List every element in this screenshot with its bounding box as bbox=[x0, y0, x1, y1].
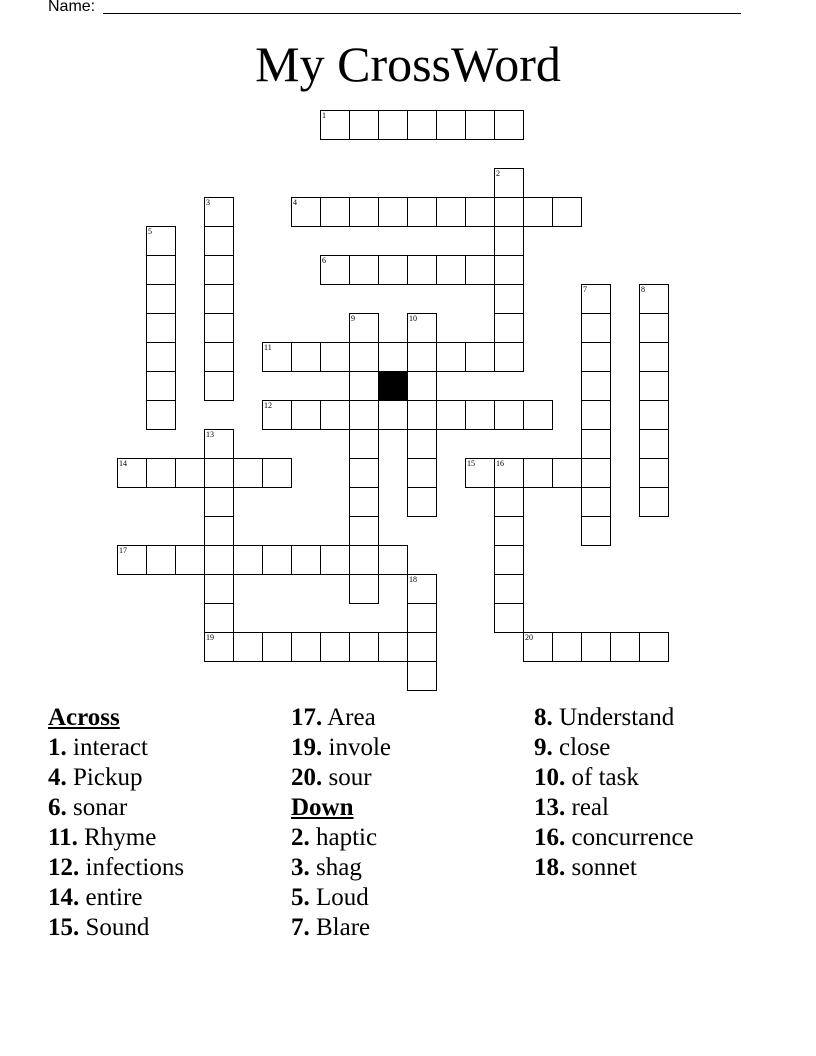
grid-cell[interactable] bbox=[146, 313, 176, 343]
grid-cell[interactable] bbox=[436, 400, 466, 430]
cell-number: 1 bbox=[322, 111, 326, 120]
grid-cell[interactable] bbox=[407, 574, 437, 604]
clue-across-14: 14. entire bbox=[48, 884, 143, 911]
grid-cell[interactable] bbox=[378, 342, 408, 372]
clue-across-11: 11. Rhyme bbox=[48, 824, 157, 851]
clue-across-20: 20. sour bbox=[291, 764, 372, 791]
clue-down-16: 16. concurrence bbox=[534, 824, 694, 851]
clue-across-4: 4. Pickup bbox=[48, 764, 143, 791]
clue-down-5: 5. Loud bbox=[291, 884, 369, 911]
grid-cell[interactable] bbox=[320, 632, 350, 662]
grid-cell[interactable] bbox=[494, 313, 524, 343]
grid-cell[interactable] bbox=[117, 458, 147, 488]
grid-cell[interactable] bbox=[378, 110, 408, 140]
grid-cell[interactable] bbox=[639, 313, 669, 343]
grid-cell[interactable] bbox=[291, 197, 321, 227]
grid-cell[interactable] bbox=[639, 429, 669, 459]
grid-cell[interactable] bbox=[407, 632, 437, 662]
grid-cell[interactable] bbox=[407, 487, 437, 517]
grid-cell[interactable] bbox=[204, 226, 234, 256]
grid-cell[interactable] bbox=[204, 603, 234, 633]
grid-cell[interactable] bbox=[552, 632, 582, 662]
grid-cell[interactable] bbox=[581, 516, 611, 546]
grid-cell[interactable] bbox=[581, 429, 611, 459]
clue-across-1: 1. interact bbox=[48, 734, 148, 761]
grid-cell[interactable] bbox=[262, 545, 292, 575]
grid-cell[interactable] bbox=[436, 342, 466, 372]
grid-cell[interactable] bbox=[639, 458, 669, 488]
grid-cell[interactable] bbox=[291, 632, 321, 662]
grid-cell[interactable] bbox=[581, 487, 611, 517]
grid-cell[interactable] bbox=[349, 197, 379, 227]
grid-cell[interactable] bbox=[639, 284, 669, 314]
grid-cell[interactable] bbox=[465, 255, 495, 285]
grid-cell[interactable] bbox=[494, 197, 524, 227]
clue-down-18: 18. sonnet bbox=[534, 854, 637, 881]
clue-across-17: 17. Area bbox=[291, 704, 376, 731]
grid-cell[interactable] bbox=[204, 487, 234, 517]
grid-cell[interactable] bbox=[407, 197, 437, 227]
grid-cell[interactable] bbox=[407, 255, 437, 285]
grid-cell[interactable] bbox=[378, 632, 408, 662]
grid-cell[interactable] bbox=[581, 284, 611, 314]
cell-number: 9 bbox=[351, 314, 355, 323]
grid-cell[interactable] bbox=[465, 342, 495, 372]
grid-cell[interactable] bbox=[494, 574, 524, 604]
grid-cell[interactable] bbox=[639, 400, 669, 430]
cell-number: 17 bbox=[119, 546, 127, 555]
grid-cell[interactable] bbox=[407, 400, 437, 430]
cell-number: 15 bbox=[467, 459, 475, 468]
grid-cell[interactable] bbox=[320, 400, 350, 430]
grid-cell[interactable] bbox=[349, 458, 379, 488]
grid-cell[interactable] bbox=[378, 545, 408, 575]
grid-cell[interactable] bbox=[639, 371, 669, 401]
clue-across-15: 15. Sound bbox=[48, 914, 150, 941]
cell-number: 16 bbox=[496, 459, 504, 468]
cell-number: 13 bbox=[206, 430, 214, 439]
grid-cell[interactable] bbox=[204, 255, 234, 285]
cell-number: 4 bbox=[293, 198, 297, 207]
grid-cell[interactable] bbox=[378, 255, 408, 285]
grid-cell[interactable] bbox=[581, 371, 611, 401]
grid-cell[interactable] bbox=[581, 458, 611, 488]
grid-cell[interactable] bbox=[494, 400, 524, 430]
clue-column-1 bbox=[48, 703, 184, 943]
grid-cell[interactable] bbox=[204, 342, 234, 372]
grid-cell[interactable] bbox=[349, 342, 379, 372]
grid-cell[interactable] bbox=[146, 458, 176, 488]
clue-down-3: 3. shag bbox=[291, 854, 362, 881]
clue-down-13: 13. real bbox=[534, 794, 609, 821]
clue-column-2 bbox=[291, 703, 391, 943]
grid-cell[interactable] bbox=[204, 371, 234, 401]
cell-number: 2 bbox=[496, 169, 500, 178]
grid-cell[interactable] bbox=[175, 458, 205, 488]
grid-cell[interactable] bbox=[146, 226, 176, 256]
grid-cell[interactable] bbox=[523, 458, 553, 488]
clue-down-2: 2. haptic bbox=[291, 824, 378, 851]
grid-cell[interactable] bbox=[262, 342, 292, 372]
clue-down-10: 10. of task bbox=[534, 764, 639, 791]
grid-cell[interactable] bbox=[494, 458, 524, 488]
grid-cell[interactable] bbox=[407, 313, 437, 343]
cell-number: 20 bbox=[525, 633, 533, 642]
grid-cell[interactable] bbox=[523, 400, 553, 430]
grid-cell[interactable] bbox=[204, 284, 234, 314]
grid-cell[interactable] bbox=[204, 313, 234, 343]
grid-cell[interactable] bbox=[320, 342, 350, 372]
grid-cell[interactable] bbox=[407, 661, 437, 691]
grid-cell[interactable] bbox=[349, 400, 379, 430]
grid-cell[interactable] bbox=[465, 197, 495, 227]
grid-cell[interactable] bbox=[233, 632, 263, 662]
clue-down-9: 9. close bbox=[534, 734, 611, 761]
cell-number: 7 bbox=[583, 285, 587, 294]
grid-cell[interactable] bbox=[146, 342, 176, 372]
grid-cell[interactable] bbox=[291, 400, 321, 430]
grid-cell[interactable] bbox=[349, 429, 379, 459]
cell-number: 6 bbox=[322, 256, 326, 265]
grid-cell[interactable] bbox=[581, 632, 611, 662]
grid-cell[interactable] bbox=[146, 371, 176, 401]
grid-cell[interactable] bbox=[320, 110, 350, 140]
grid-cell[interactable] bbox=[378, 400, 408, 430]
grid-cell[interactable] bbox=[349, 255, 379, 285]
grid-cell[interactable] bbox=[146, 284, 176, 314]
grid-cell[interactable] bbox=[407, 429, 437, 459]
grid-cell[interactable] bbox=[204, 574, 234, 604]
grid-cell[interactable] bbox=[117, 545, 147, 575]
grid-cell[interactable] bbox=[407, 342, 437, 372]
grid-cell[interactable] bbox=[349, 516, 379, 546]
cell-number: 11 bbox=[264, 343, 272, 352]
clue-across-6: 6. sonar bbox=[48, 794, 128, 821]
grid-cell[interactable] bbox=[407, 458, 437, 488]
down-heading: Down bbox=[291, 794, 354, 821]
grid-cell[interactable] bbox=[523, 632, 553, 662]
cell-number: 10 bbox=[409, 314, 417, 323]
cell-number: 19 bbox=[206, 633, 214, 642]
grid-cell[interactable] bbox=[407, 110, 437, 140]
grid-cell[interactable] bbox=[494, 545, 524, 575]
grid-cell[interactable] bbox=[552, 197, 582, 227]
grid-cell[interactable] bbox=[349, 487, 379, 517]
grid-cell[interactable] bbox=[581, 342, 611, 372]
grid-cell[interactable] bbox=[320, 545, 350, 575]
clue-across-12: 12. infections bbox=[48, 854, 185, 881]
name-label: Name: bbox=[48, 0, 96, 15]
grid-cell[interactable] bbox=[436, 110, 466, 140]
clue-down-7: 7. Blare bbox=[291, 914, 371, 941]
grid-cell[interactable] bbox=[262, 458, 292, 488]
grid-cell[interactable] bbox=[465, 400, 495, 430]
grid-cell[interactable] bbox=[349, 574, 379, 604]
page-title: My CrossWord bbox=[255, 36, 561, 92]
grid-cell[interactable] bbox=[494, 226, 524, 256]
grid-cell[interactable] bbox=[204, 516, 234, 546]
grid-cell[interactable] bbox=[494, 110, 524, 140]
grid-cell[interactable] bbox=[378, 197, 408, 227]
grid-cell[interactable] bbox=[262, 400, 292, 430]
cell-number: 3 bbox=[206, 198, 210, 207]
grid-cell[interactable] bbox=[291, 342, 321, 372]
grid-cell[interactable] bbox=[494, 168, 524, 198]
grid-cell[interactable] bbox=[146, 545, 176, 575]
clue-across-19: 19. invole bbox=[291, 734, 391, 761]
across-heading: Across bbox=[48, 704, 120, 731]
grid-cell[interactable] bbox=[581, 400, 611, 430]
grid-cell[interactable] bbox=[552, 458, 582, 488]
grid-cell[interactable] bbox=[204, 632, 234, 662]
grid-cell[interactable] bbox=[465, 458, 495, 488]
grid-cell[interactable] bbox=[639, 342, 669, 372]
grid-cell[interactable] bbox=[610, 632, 640, 662]
grid-cell[interactable] bbox=[291, 545, 321, 575]
grid-cell[interactable] bbox=[523, 197, 553, 227]
grid-cell[interactable] bbox=[204, 197, 234, 227]
grid-cell[interactable] bbox=[494, 284, 524, 314]
cell-number: 14 bbox=[119, 459, 127, 468]
grid-cell[interactable] bbox=[146, 255, 176, 285]
clue-down-8: 8. Understand bbox=[534, 704, 675, 731]
grid-cell[interactable] bbox=[262, 632, 292, 662]
grid-cell[interactable] bbox=[349, 313, 379, 343]
grid-cell[interactable] bbox=[204, 545, 234, 575]
grid-cell[interactable] bbox=[204, 458, 234, 488]
grid-cell[interactable] bbox=[349, 371, 379, 401]
grid-cell[interactable] bbox=[639, 487, 669, 517]
cell-number: 5 bbox=[148, 227, 152, 236]
grid-cell[interactable] bbox=[320, 255, 350, 285]
grid-cell[interactable] bbox=[494, 487, 524, 517]
grid-cell[interactable] bbox=[407, 603, 437, 633]
grid-cell[interactable] bbox=[349, 545, 379, 575]
black-square bbox=[378, 371, 408, 401]
grid-cell[interactable] bbox=[639, 632, 669, 662]
cell-number: 18 bbox=[409, 575, 417, 584]
grid-cell[interactable] bbox=[494, 255, 524, 285]
grid-cell[interactable] bbox=[581, 313, 611, 343]
grid-cell[interactable] bbox=[465, 110, 495, 140]
grid-cell[interactable] bbox=[407, 371, 437, 401]
grid-cell[interactable] bbox=[233, 458, 263, 488]
cell-number: 8 bbox=[641, 285, 645, 294]
grid-cell[interactable] bbox=[494, 516, 524, 546]
grid-cell[interactable] bbox=[494, 603, 524, 633]
grid-cell[interactable] bbox=[494, 342, 524, 372]
grid-cell[interactable] bbox=[146, 400, 176, 430]
grid-cell[interactable] bbox=[349, 110, 379, 140]
grid-cell[interactable] bbox=[175, 545, 205, 575]
grid-cell[interactable] bbox=[436, 255, 466, 285]
grid-cell[interactable] bbox=[436, 197, 466, 227]
grid-cell[interactable] bbox=[233, 545, 263, 575]
grid-cell[interactable] bbox=[349, 632, 379, 662]
grid-cell[interactable] bbox=[204, 429, 234, 459]
grid-cell[interactable] bbox=[320, 197, 350, 227]
cell-number: 12 bbox=[264, 401, 272, 410]
clue-column-3 bbox=[534, 703, 694, 883]
